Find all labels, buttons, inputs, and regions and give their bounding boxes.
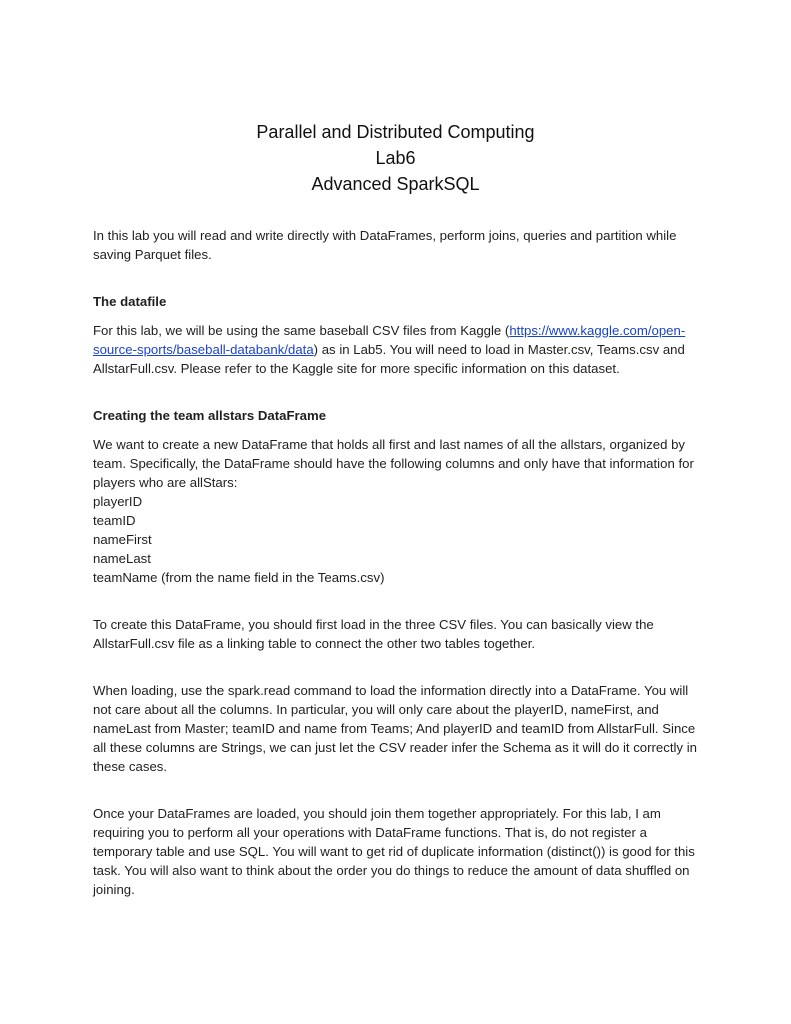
column-list-item: nameFirst [93, 532, 152, 547]
title-line-3: Advanced SparkSQL [311, 174, 480, 194]
column-list-item: playerID [93, 494, 143, 509]
section-heading-allstars: Creating the team allstars DataFrame [93, 408, 327, 423]
datafile-paragraph [93, 321, 703, 378]
datafile-text-before: For this lab, we will be using the same baseball CSV files from Kaggle ( [93, 323, 510, 338]
title-line-1: Parallel and Distributed Computing [256, 122, 535, 142]
linking-table-paragraph: To create this DataFrame, you should first load in the three CSV files. You can basically view the AllstarFull.csv file as a linking table to connect the other two tables together. [93, 617, 654, 651]
datafile-text-after: ) as in Lab5. You will need to load in Master.csv, Teams.csv and AllstarFull.csv. Please refer to the Kaggle site for more specific information on this dataset. [93, 342, 685, 376]
column-list-item: nameLast [93, 551, 151, 566]
column-list-item: teamName (from the name field in the Teams.csv) [93, 570, 385, 585]
document-body [93, 226, 703, 927]
section-heading-datafile: The datafile [93, 294, 167, 309]
loading-paragraph: When loading, use the spark.read command to load the information directly into a DataFrame. You will not care about all the columns. In particular, you will only care about the playerID, nameFirst, and nameLast from Master; teamID and name from Teams; And playerID and teamID from AllstarFull. Since all these columns are Strings, we can just let the CSV reader infer the Schema as it will do it correctly in these cases. [93, 683, 697, 774]
kaggle-link[interactable]: https://www.kaggle.com/open-source-sports/baseball-databank/data [93, 323, 686, 357]
column-list-item: teamID [93, 513, 136, 528]
joining-paragraph: Once your DataFrames are loaded, you should join them together appropriately. For this lab, I am requiring you to perform all your operations with DataFrame functions. That is, do not register a temporary table and use SQL. You will want to get rid of duplicate information (distinct()) is good for this task. You will also want to think about the order you do things to reduce the amount of data shuffled on joining. [93, 806, 695, 897]
document-title [0, 119, 791, 197]
intro-paragraph: In this lab you will read and write directly with DataFrames, perform joins, queries and partition while saving Parquet files. [93, 228, 677, 262]
column-list [93, 492, 703, 587]
allstars-intro-paragraph: We want to create a new DataFrame that holds all first and last names of all the allstars, organized by team. Specifically, the DataFrame should have the following columns and only have that information for players who are allStars: [93, 437, 694, 490]
title-line-2: Lab6 [375, 148, 416, 168]
